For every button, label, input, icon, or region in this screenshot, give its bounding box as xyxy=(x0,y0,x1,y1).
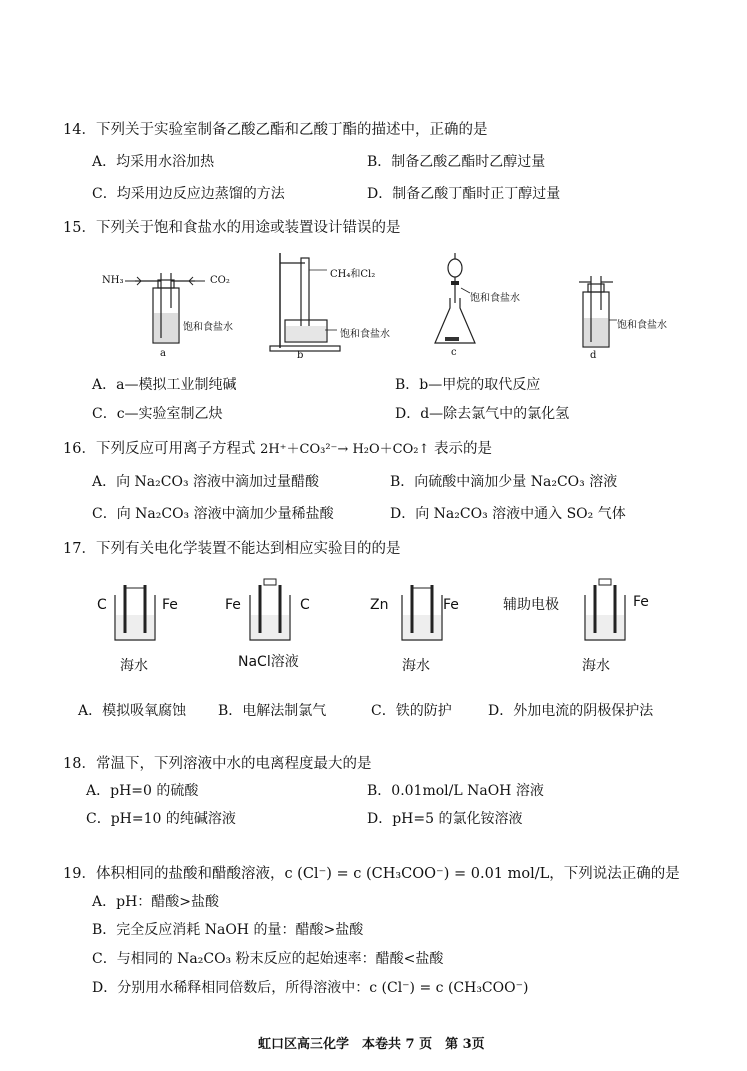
q15-c-label: c xyxy=(451,347,457,358)
q15-d-label: d xyxy=(590,350,597,361)
q16-stem xyxy=(63,437,492,458)
q16-option-b: B．向硫酸中滴加少量 Na₂CO₃ 溶液 xyxy=(390,474,618,490)
q16-stem-prefix: 16．下列反应可用离子方程式 xyxy=(63,441,256,457)
q17-fig1-solution: 海水 xyxy=(120,658,148,674)
q16-equation: 2H⁺＋CO₃²⁻→ H₂O＋CO₂↑ xyxy=(260,442,430,457)
q18-option-c: C．pH=10 的纯碱溶液 xyxy=(86,811,236,827)
q17-fig3-solution: 海水 xyxy=(402,658,430,674)
q18-option-d: D．pH=5 的氯化铵溶液 xyxy=(367,811,523,827)
q15-option-c: C．c—实验室制乙炔 xyxy=(92,406,223,422)
q14-option-c: C．均采用边反应边蒸馏的方法 xyxy=(92,186,285,202)
q17-fig3-right-electrode: Fe xyxy=(443,597,459,613)
q15-a-liquid-label: 饱和食盐水 xyxy=(183,322,233,333)
q17-figure-2 xyxy=(245,585,295,645)
q17-fig4-right-electrode: Fe xyxy=(633,594,649,610)
q15-a-co2-label: CO₂ xyxy=(210,275,230,286)
q15-stem: 15．下列关于饱和食盐水的用途或装置设计错误的是 xyxy=(63,220,401,236)
q17-option-d: D．外加电流的阴极保护法 xyxy=(488,703,654,719)
q15-b-liquid-label: 饱和食盐水 xyxy=(340,329,390,340)
q19-stem: 19．体积相同的盐酸和醋酸溶液，c (Cl⁻) = c (CH₃COO⁻) = 0.01 mol/L，下列说法正确的是 xyxy=(63,866,680,882)
q17-figure-1 xyxy=(110,585,160,645)
q16-option-a: A．向 Na₂CO₃ 溶液中滴加过量醋酸 xyxy=(92,474,320,490)
q17-fig2-right-electrode: C xyxy=(300,597,310,613)
q14-option-b: B．制备乙酸乙酯时乙醇过量 xyxy=(367,154,546,170)
q17-fig2-left-electrode: Fe xyxy=(225,597,241,613)
q19-option-b: B．完全反应消耗 NaOH 的量：醋酸>盐酸 xyxy=(92,922,364,938)
q15-b-label: b xyxy=(297,350,304,361)
q17-option-c: C．铁的防护 xyxy=(371,703,452,719)
q15-option-a: A．a—模拟工业制纯碱 xyxy=(92,377,237,393)
q14-option-d: D．制备乙酸丁酯时正丁醇过量 xyxy=(367,186,561,202)
q18-stem: 18．常温下，下列溶液中水的电离程度最大的是 xyxy=(63,756,372,772)
q17-fig4-solution: 海水 xyxy=(582,658,610,674)
q17-fig2-solution: NaCl溶液 xyxy=(238,654,299,670)
q18-option-b: B．0.01mol/L NaOH 溶液 xyxy=(367,783,544,799)
q15-option-b: B．b—甲烷的取代反应 xyxy=(395,377,541,393)
q17-stem: 17．下列有关电化学装置不能达到相应实验目的的是 xyxy=(63,541,401,557)
q16-option-d: D．向 Na₂CO₃ 溶液中通入 SO₂ 气体 xyxy=(390,506,626,522)
q17-fig3-left-electrode: Zn xyxy=(370,597,389,613)
q17-option-b: B．电解法制氯气 xyxy=(218,703,327,719)
q17-option-a: A．模拟吸氧腐蚀 xyxy=(78,703,187,719)
q19-option-d: D．分别用水稀释相同倍数后，所得溶液中：c (Cl⁻) = c (CH₃COO⁻) xyxy=(92,980,529,996)
q17-figure-4 xyxy=(580,585,630,645)
q15-d-liquid-label: 饱和食盐水 xyxy=(617,320,667,331)
q16-stem-suffix: 表示的是 xyxy=(433,441,492,457)
q15-a-nh3-label: NH₃ xyxy=(102,275,124,286)
q19-option-a: A．pH：醋酸>盐酸 xyxy=(92,894,220,910)
q15-figure-a xyxy=(95,248,245,363)
q15-a-label: a xyxy=(160,348,166,359)
q17-fig1-left-electrode: C xyxy=(97,597,107,613)
q16-option-c: C．向 Na₂CO₃ 溶液中滴加少量稀盐酸 xyxy=(92,506,334,522)
q15-figure-d xyxy=(565,270,625,355)
q15-option-d: D．d—除去氯气中的氯化氢 xyxy=(395,406,570,422)
q17-fig4-left-electrode: 辅助电极 xyxy=(503,597,559,613)
q14-stem: 14．下列关于实验室制备乙酸乙酯和乙酸丁酯的描述中，正确的是 xyxy=(63,122,488,138)
q15-c-liquid-label: 饱和食盐水 xyxy=(470,293,520,304)
q14-option-a: A．均采用水浴加热 xyxy=(92,154,215,170)
q19-option-c: C．与相同的 Na₂CO₃ 粉末反应的起始速率：醋酸<盐酸 xyxy=(92,951,444,967)
q18-option-a: A．pH=0 的硫酸 xyxy=(86,783,199,799)
page-footer: 虹口区高三化学 本卷共 7 页 第 3页 xyxy=(258,1037,485,1052)
q17-figure-3 xyxy=(397,585,447,645)
q15-b-gas-label: CH₄和Cl₂ xyxy=(330,269,376,280)
q17-fig1-right-electrode: Fe xyxy=(162,597,178,613)
